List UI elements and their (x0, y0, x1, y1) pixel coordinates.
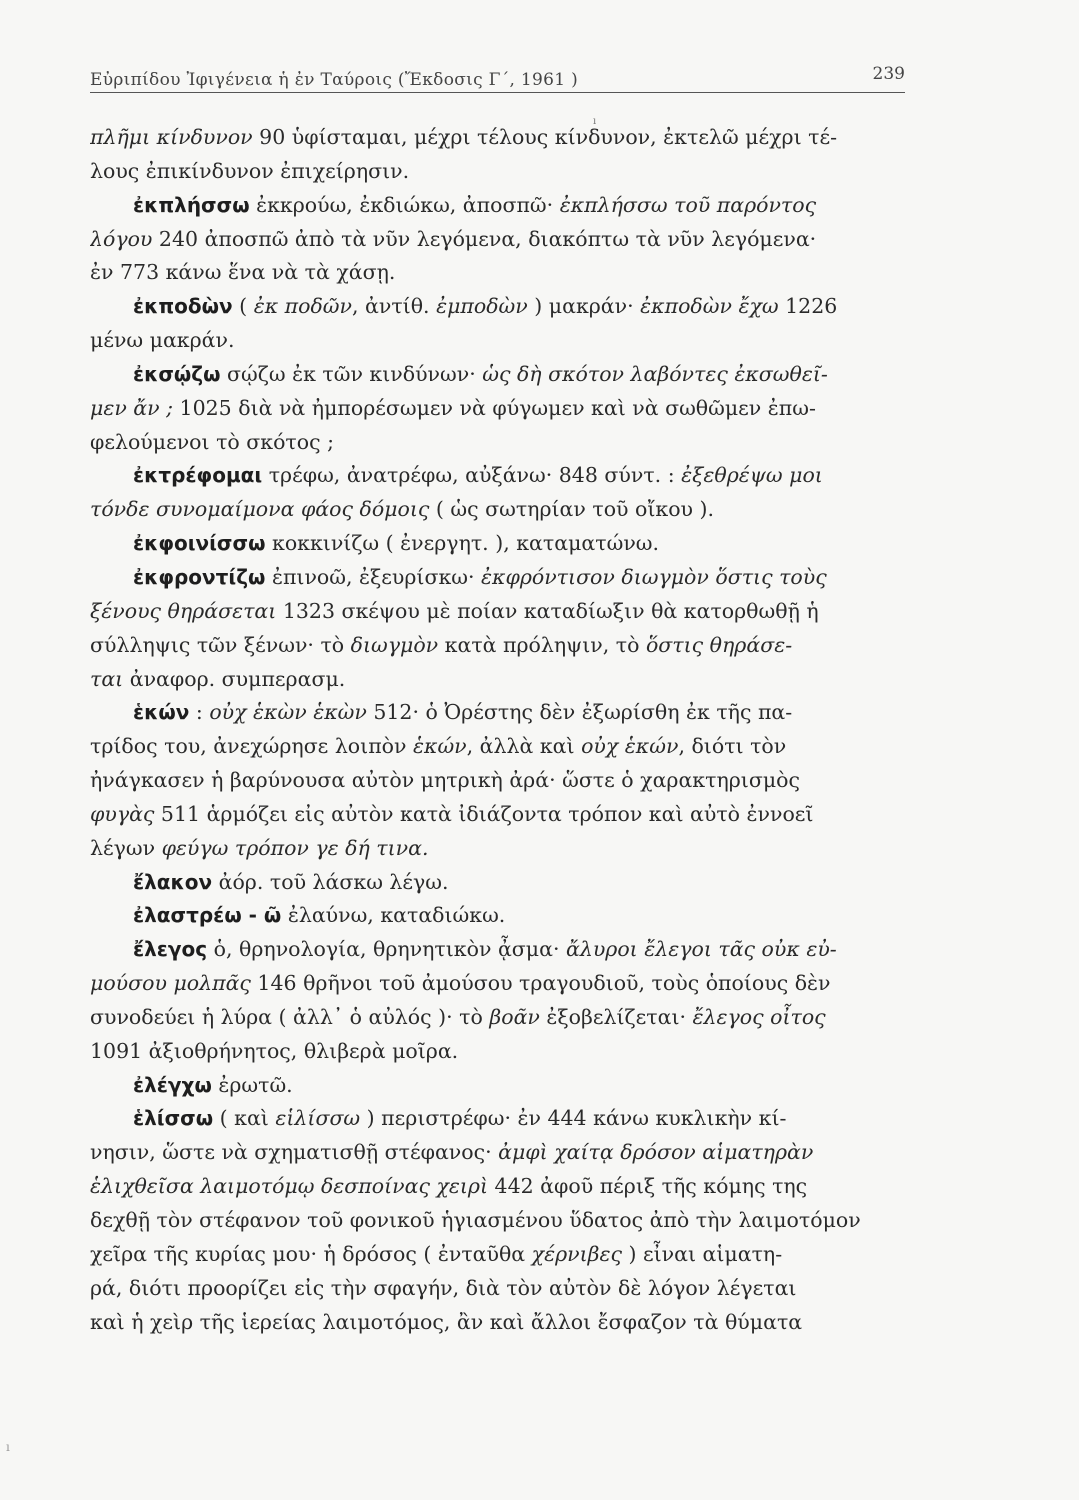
gloss-text: καὶ ἡ χεὶρ τῆς ἱερείας λαιμοτόμος, ἂν καὶ ἄλλοι ἔσφαζον τὰ θύματα (90, 1309, 803, 1334)
quoted-text: οὐχ ἑκὼν ἑκὼν (209, 700, 367, 725)
gloss-text: ( καὶ (213, 1106, 276, 1131)
lemma-headword: ἐκπλήσσω (133, 192, 250, 217)
gloss-text: μένω μακράν. (90, 328, 235, 353)
lemma-headword: ἐκφροντίζω (133, 564, 266, 589)
gloss-text: τρέφω, ἀνατρέφω, αὐξάνω· 848 σύντ. : (262, 463, 682, 488)
entry-first-line (90, 899, 905, 933)
gloss-text: χεῖρα τῆς κυρίας μου· ἡ δρόσος ( ἐνταῦθα (90, 1241, 532, 1266)
entry-text-line (90, 256, 905, 290)
gloss-text: σῴζω ἐκ τῶν κινδύνων· (220, 361, 483, 386)
quoted-text: εἱλίσσω (275, 1106, 361, 1131)
gloss-text: , ἀντίθ. (351, 294, 437, 319)
gloss-text: 442 ἀφοῦ πέριξ τῆς κόμης της (488, 1174, 808, 1199)
gloss-text: ἐλαύνω, καταδιώκω. (281, 903, 506, 928)
gloss-text: συνοδεύει ἡ λύρα ( ἀλλ᾽ ὁ αὐλός )· τὸ (90, 1004, 490, 1029)
lemma-headword: ἐκποδὼν (133, 294, 233, 319)
entry-text-line (90, 1238, 905, 1272)
entry-first-line (90, 189, 905, 223)
gloss-text: ἐκκρούω, ἐκδιώκω, ἀποσπῶ· (249, 192, 560, 217)
entry-text-line (90, 798, 905, 832)
entry-text-line (90, 629, 905, 663)
gloss-text: ( (232, 294, 254, 319)
entry-text-line (90, 1272, 905, 1306)
quoted-text: μούσου μολπᾶς (90, 971, 251, 996)
gloss-text: 1091 ἀξιοθρήνητος, θλιβερὰ μοῖρα. (90, 1038, 459, 1063)
gloss-text: δεχθῇ τὸν στέφανον τοῦ φονικοῦ ἡγιασμένου ὕδατος ἀπὸ τὴν λαιμοτόμον (90, 1208, 861, 1232)
entry-text-line (90, 121, 905, 155)
entry-text-line (90, 663, 905, 697)
gloss-text: , διότι τὸν (678, 734, 787, 759)
entry-text-line (90, 155, 905, 189)
gloss-text: 240 ἀποσπῶ ἀπὸ τὰ νῦν λεγόμενα, διακόπτω τὰ νῦν λεγόμενα· (152, 226, 817, 251)
gloss-text: ) εἶναι αἱματη- (621, 1241, 783, 1266)
gloss-text: : (189, 700, 210, 725)
quoted-text: λόγου (90, 226, 153, 251)
entry-first-line (90, 1102, 905, 1136)
quoted-text: πλῆμι κίνδυνον (90, 125, 253, 149)
quoted-text: ἑλιχθεῖσα λαιμοτόμῳ δεσποίνας χειρὶ (90, 1174, 489, 1199)
entry-text-line (90, 764, 905, 798)
entry-text-line (90, 426, 905, 460)
entry-first-line (90, 561, 905, 595)
entry-first-line (90, 696, 905, 730)
quoted-text: φυγὰς (90, 801, 155, 826)
lemma-headword: ἐκτρέφομαι (133, 463, 263, 488)
gloss-text: ὁ, θρηνολογία, θρηνητικὸν ᾆσμα· (207, 937, 566, 962)
quoted-text: ὅστις θηράσε- (645, 632, 793, 657)
entry-text-line (90, 1136, 905, 1170)
gloss-text: νησιν, ὥστε νὰ σχηματισθῇ στέφανος· (90, 1140, 499, 1165)
gloss-text: , ἀλλὰ καὶ (466, 734, 582, 759)
gloss-text: 146 θρῆνοι τοῦ ἀμούσου τραγουδιοῦ, τοὺς ὁποίους δὲν (250, 971, 831, 996)
lemma-headword: ἐλέγχω (133, 1072, 212, 1097)
quoted-text: ἔλεγος οἶτος (692, 1004, 826, 1029)
gloss-text: 512· ὁ Ὀρέστης δὲν ἐξωρίσθη ἐκ τῆς πα- (366, 700, 793, 725)
entry-text-line (90, 1204, 905, 1238)
gloss-text: σύλληψις τῶν ξένων· τὸ (90, 632, 351, 657)
gloss-text: ρά, διότι προορίζει εἰς τὴν σφαγήν, διὰ τὸν αὐτὸν δὲ λόγον λέγεται (90, 1275, 797, 1300)
gloss-text: 1226 (778, 294, 838, 319)
quoted-text: ἀμφὶ χαίτᾳ δρόσον αἱματηρὰν (498, 1140, 814, 1165)
gloss-text: ) περιστρέφω· ἐν 444 κάνω κυκλικὴν κί- (360, 1106, 787, 1131)
margin-mark: ı (6, 1440, 10, 1454)
gloss-text: ἀναφορ. συμπερασμ. (123, 666, 346, 691)
quoted-text: τόνδε συνομαίμονα φάος δόμοις (90, 497, 430, 522)
page-number: 239 (872, 64, 905, 84)
quoted-text: φεύγω τρόπον γε δή τινα. (161, 835, 429, 860)
gloss-text: 511 ἁρμόζει εἰς αὐτὸν κατὰ ἰδιάζοντα τρόπον καὶ αὐτὸ ἐννοεῖ (154, 801, 814, 826)
quoted-text: ἐκφρόντισον διωγμὸν ὅστις τοὺς (481, 564, 827, 589)
quoted-text: ἑκών (413, 734, 467, 759)
entry-text-line (90, 493, 905, 527)
quoted-text: ἐμποδὼν (436, 294, 528, 319)
entry-text-line (90, 223, 905, 257)
lemma-headword: ἑκών (133, 700, 190, 725)
gloss-text: ἠνάγκασεν ἡ βαρύνουσα αὐτὸν μητρικὴ ἀρά· ὥστε ὁ χαρακτηρισμὸς (90, 768, 800, 793)
entry-first-line (90, 290, 905, 324)
lemma-headword: ἐκφοινίσσω (133, 531, 266, 556)
entry-text-line (90, 324, 905, 358)
entry-text-line (90, 595, 905, 629)
lemma-headword: ἑλίσσω (133, 1106, 214, 1131)
quoted-text: ἐκπλήσσω τοῦ παρόντος (559, 192, 817, 217)
quoted-text: βοᾶν (489, 1004, 540, 1029)
entry-text-line (90, 730, 905, 764)
lemma-headword: ἔλακον (133, 869, 213, 894)
quoted-text: ἄλυροι ἔλεγοι τᾶς οὐκ εὐ- (565, 937, 837, 962)
entry-text-line (90, 967, 905, 1001)
quoted-text: ὡς δὴ σκότον λαβόντες ἐκσωθεῖ- (482, 361, 828, 386)
gloss-text: φελούμενοι τὸ σκότος ; (90, 429, 335, 454)
quoted-text: ται (90, 666, 124, 691)
entry-text-line (90, 1306, 905, 1340)
lemma-headword: ἐκσῴζω (133, 361, 221, 386)
entry-first-line (90, 1069, 905, 1103)
gloss-text: λέγων (90, 835, 162, 860)
dictionary-body (90, 121, 905, 1339)
gloss-text: ἀόρ. τοῦ λάσκω λέγω. (212, 869, 449, 894)
gloss-text: κατὰ πρόληψιν, τὸ (438, 632, 646, 657)
entry-first-line (90, 358, 905, 392)
lemma-headword: ἔλεγος (133, 937, 208, 962)
entry-text-line (90, 1170, 905, 1204)
gloss-text: ) μακράν· (527, 294, 641, 319)
running-title: Εὐριπίδου Ἰφιγένεια ἡ ἐν Ταύροις (Ἔκδοσις Γ´, 1961 ) (90, 70, 579, 90)
entry-first-line (90, 459, 905, 493)
gloss-text: κοκκινίζω ( ἐνεργητ. ), καταματώνω. (265, 531, 660, 556)
gloss-text: 90 ὑφίσταμαι, μέχρι τέλους κίνδυνον, ἐκτελῶ μέχρι τέ- (252, 125, 838, 149)
lemma-headword: ἐλαστρέω - ῶ (133, 903, 282, 928)
gloss-text: λους ἐπικίνδυνον ἐπιχείρησιν. (90, 158, 410, 183)
quoted-text: μεν ἄν ; (90, 395, 174, 420)
entry-text-line (90, 1001, 905, 1035)
entry-text-line (90, 1035, 905, 1069)
entry-first-line (90, 933, 905, 967)
gloss-text: ἐν 773 κάνω ἕνα νὰ τὰ χάσῃ. (90, 260, 396, 285)
quoted-text: ἐκποδὼν ἔχω (640, 294, 779, 319)
stray-mark: ı (593, 116, 597, 127)
gloss-text: τρίδος του, ἀνεχώρησε λοιπὸν (90, 734, 413, 759)
gloss-text: ἐρωτῶ. (211, 1072, 293, 1097)
gloss-text: ἐπινοῶ, ἐξευρίσκω· (265, 564, 482, 589)
gloss-text: ( ὡς σωτηρίαν τοῦ οἴκου ). (429, 497, 715, 522)
entry-first-line (90, 866, 905, 900)
running-header (90, 64, 905, 93)
quoted-text: διωγμὸν (350, 632, 439, 657)
quoted-text: οὐχ ἑκών (581, 734, 679, 759)
quoted-text: ξένους θηράσεται (90, 598, 277, 623)
gloss-text: ἐξοβελίζεται· (539, 1004, 693, 1029)
gloss-text: 1025 διὰ νὰ ἠμπορέσωμεν νὰ φύγωμεν καὶ νὰ σωθῶμεν ἐπω- (173, 395, 816, 420)
entry-first-line (90, 527, 905, 561)
entry-text-line (90, 392, 905, 426)
entry-text-line (90, 832, 905, 866)
quoted-text: χέρνιβες (531, 1241, 622, 1266)
quoted-text: ἐξεθρέψω μοι (681, 463, 823, 488)
quoted-text: ἐκ ποδῶν (253, 294, 352, 319)
gloss-text: 1323 σκέψου μὲ ποίαν καταδίωξιν θὰ κατορθωθῇ ἡ (276, 598, 819, 623)
